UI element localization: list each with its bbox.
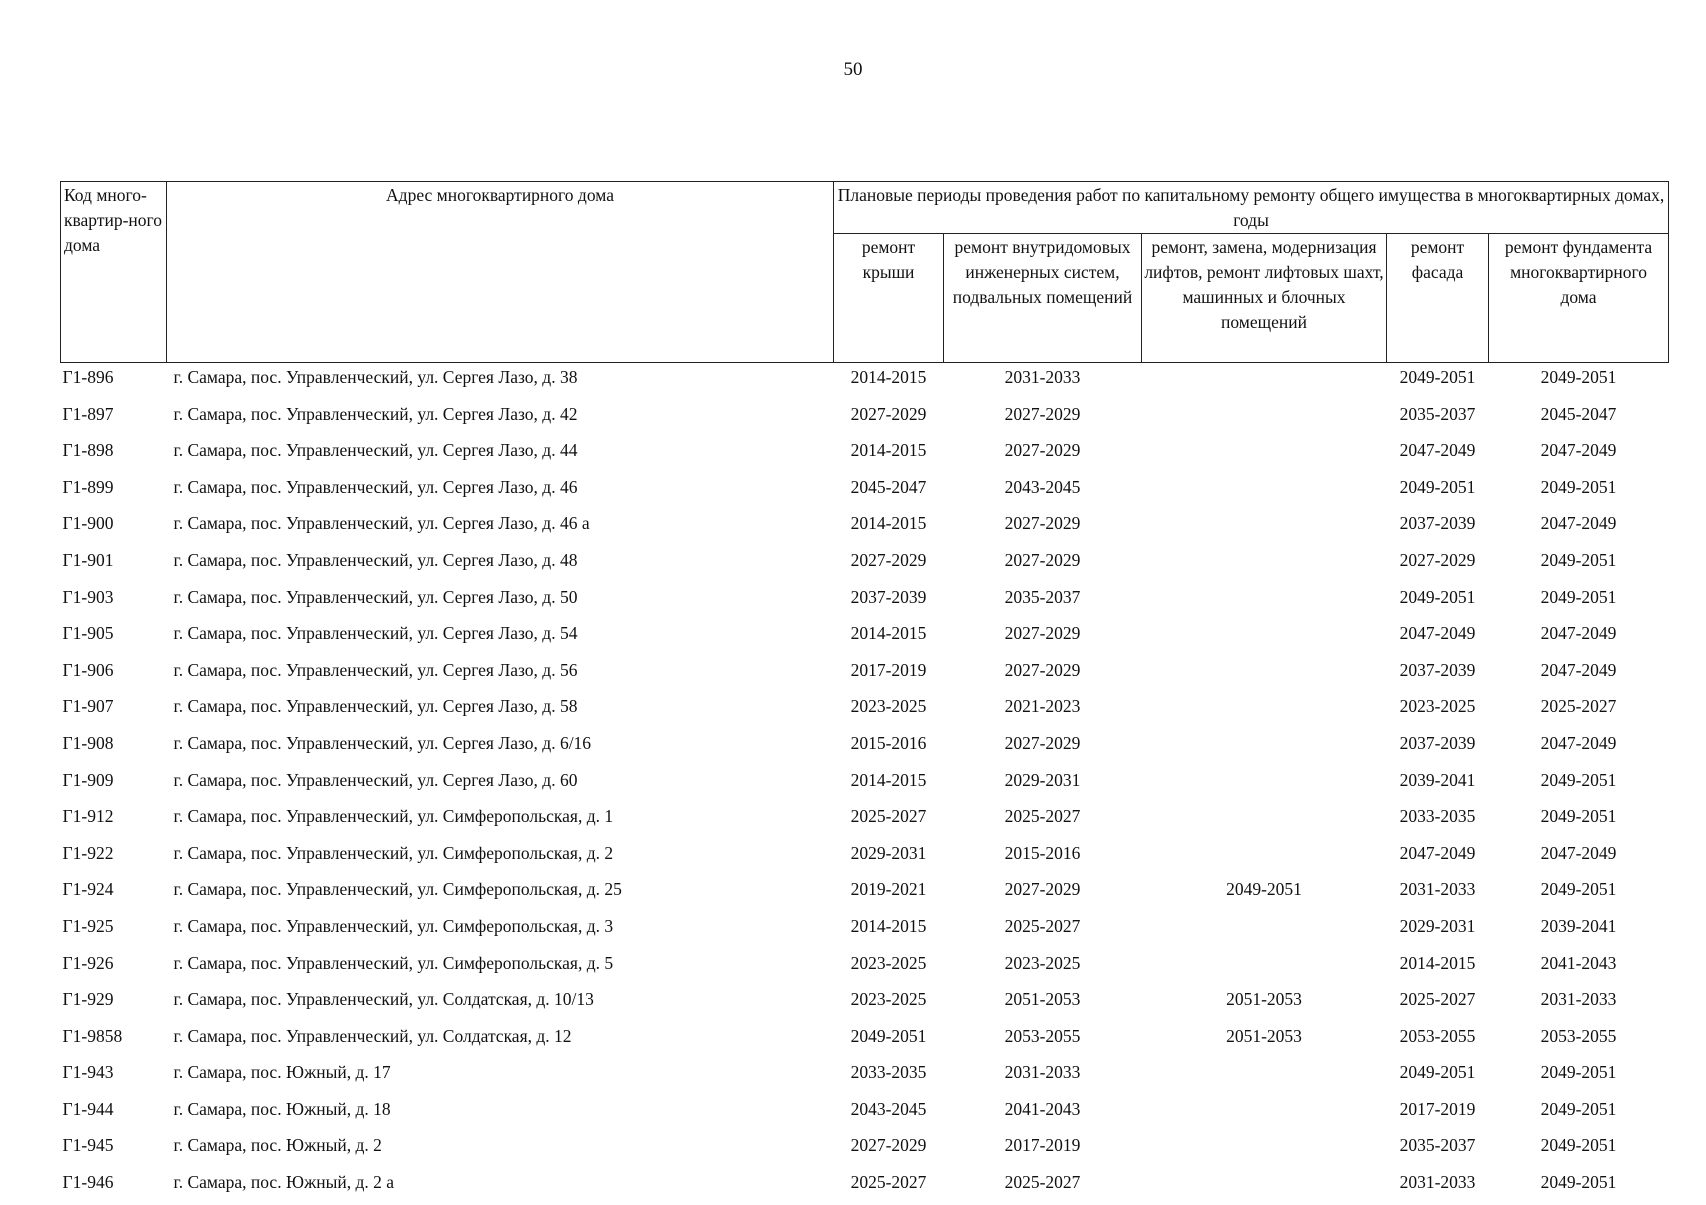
cell-foundation: 2049-2051: [1540, 586, 1617, 607]
table-row: [61, 656, 1669, 693]
cell-facade: 2017-2019: [1399, 1098, 1476, 1119]
table-row: [61, 473, 1669, 510]
table-row: [61, 1022, 1669, 1059]
cell-foundation: 2049-2051: [1540, 1062, 1617, 1083]
cell-elevators: [1142, 400, 1387, 437]
cell-roof: 2049-2051: [850, 1025, 927, 1046]
header-facade: ремонт фасада: [1387, 234, 1489, 363]
cell-address: г. Самара, пос. Управленческий, ул. Сергея Лазо, д. 44: [173, 440, 578, 461]
cell-engineering: 2051-2053: [1004, 989, 1081, 1010]
cell-address: г. Самара, пос. Южный, д. 18: [173, 1098, 391, 1119]
cell-elevators: [1142, 619, 1387, 656]
cell-address: г. Самара, пос. Южный, д. 17: [173, 1062, 391, 1083]
cell-address: г. Самара, пос. Управленческий, ул. Солдатская, д. 10/13: [173, 989, 594, 1010]
cell-code: Г1-900: [62, 513, 114, 534]
cell-engineering: 2043-2045: [1004, 476, 1081, 497]
table-row: [61, 509, 1669, 546]
cell-code: Г1-912: [62, 806, 114, 827]
header-roof: ремонт крыши: [834, 234, 944, 363]
cell-roof: 2043-2045: [850, 1098, 927, 1119]
cell-address: г. Самара, пос. Управленческий, ул. Сергея Лазо, д. 56: [173, 659, 578, 680]
cell-elevators: [1142, 912, 1387, 949]
cell-foundation: 2049-2051: [1540, 1135, 1617, 1156]
cell-code: Г1-929: [62, 989, 114, 1010]
cell-elevators: 2051-2053: [1226, 989, 1302, 1010]
cell-engineering: 2031-2033: [1004, 367, 1081, 387]
table-row: [61, 436, 1669, 473]
table-row: [61, 619, 1669, 656]
header-periods-group: Плановые периоды проведения работ по капитальному ремонту общего имущества в многоквартирных домах, годы: [834, 182, 1669, 234]
cell-address: г. Самара, пос. Управленческий, ул. Сергея Лазо, д. 54: [173, 623, 578, 644]
cell-elevators: [1142, 656, 1387, 693]
cell-engineering: 2027-2029: [1004, 513, 1081, 534]
cell-foundation: 2041-2043: [1540, 952, 1617, 973]
header-code: Код много-квартир-ного дома: [61, 182, 167, 363]
cell-code: Г1-943: [62, 1062, 114, 1083]
cell-address: г. Самара, пос. Управленческий, ул. Сергея Лазо, д. 58: [173, 696, 578, 717]
cell-code: Г1-905: [62, 623, 114, 644]
cell-roof: 2015-2016: [850, 732, 927, 753]
cell-engineering: 2025-2027: [1004, 915, 1081, 936]
cell-facade: 2049-2051: [1399, 367, 1476, 387]
cell-foundation: 2047-2049: [1540, 513, 1617, 534]
header-foundation: ремонт фундамента многоквартирного дома: [1489, 234, 1669, 363]
cell-code: Г1-903: [62, 586, 114, 607]
table-row: [61, 1058, 1669, 1095]
cell-elevators: [1142, 583, 1387, 620]
cell-engineering: 2021-2023: [1004, 696, 1081, 717]
table-row: [61, 583, 1669, 620]
cell-elevators: [1142, 1131, 1387, 1168]
cell-roof: 2027-2029: [850, 549, 927, 570]
cell-roof: 2025-2027: [850, 806, 927, 827]
cell-roof: 2017-2019: [850, 659, 927, 680]
header-engineering: ремонт внутридомовых инженерных систем, подвальных помещений: [944, 234, 1142, 363]
header-row-top: [61, 182, 1669, 234]
cell-code: Г1-901: [62, 549, 114, 570]
cell-foundation: 2047-2049: [1540, 659, 1617, 680]
table-row: [61, 802, 1669, 839]
cell-foundation: 2039-2041: [1540, 915, 1617, 936]
cell-foundation: 2031-2033: [1540, 989, 1617, 1010]
cell-roof: 2014-2015: [850, 367, 927, 387]
cell-address: г. Самара, пос. Управленческий, ул. Солдатская, д. 12: [173, 1025, 572, 1046]
cell-elevators: [1142, 692, 1387, 729]
cell-address: г. Самара, пос. Управленческий, ул. Симферопольская, д. 25: [173, 879, 622, 900]
cell-foundation: 2047-2049: [1540, 623, 1617, 644]
cell-roof: 2019-2021: [850, 879, 927, 900]
cell-foundation: 2053-2055: [1540, 1025, 1617, 1046]
cell-facade: 2025-2027: [1399, 989, 1476, 1010]
cell-foundation: 2047-2049: [1540, 842, 1617, 863]
table-row: [61, 1168, 1669, 1205]
table-row: [61, 692, 1669, 729]
cell-engineering: 2027-2029: [1004, 623, 1081, 644]
cell-facade: 2023-2025: [1399, 696, 1476, 717]
cell-facade: 2029-2031: [1399, 915, 1476, 936]
cell-code: Г1-945: [62, 1135, 114, 1156]
cell-facade: 2035-2037: [1399, 1135, 1476, 1156]
cell-code: Г1-9858: [62, 1025, 123, 1046]
table-row: [61, 875, 1669, 912]
cell-address: г. Самара, пос. Управленческий, ул. Сергея Лазо, д. 42: [173, 403, 578, 424]
cell-roof: 2025-2027: [850, 1172, 927, 1193]
cell-facade: 2049-2051: [1399, 476, 1476, 497]
cell-foundation: 2049-2051: [1540, 549, 1617, 570]
table-row: [61, 1131, 1669, 1168]
table-row: [61, 546, 1669, 583]
cell-engineering: 2053-2055: [1004, 1025, 1081, 1046]
cell-engineering: 2029-2031: [1004, 769, 1081, 790]
page-number: 50: [843, 59, 863, 80]
cell-elevators: 2051-2053: [1226, 1025, 1302, 1046]
cell-code: Г1-925: [62, 915, 114, 936]
cell-code: Г1-897: [62, 403, 114, 424]
cell-engineering: 2023-2025: [1004, 952, 1081, 973]
cell-roof: 2014-2015: [850, 915, 927, 936]
cell-elevators: [1142, 1168, 1387, 1205]
cell-engineering: 2041-2043: [1004, 1098, 1081, 1119]
cell-roof: 2027-2029: [850, 1135, 927, 1156]
cell-code: Г1-896: [62, 367, 114, 387]
cell-address: г. Самара, пос. Управленческий, ул. Сергея Лазо, д. 46 а: [173, 513, 590, 534]
cell-roof: 2023-2025: [850, 952, 927, 973]
cell-code: Г1-907: [62, 696, 114, 717]
cell-engineering: 2015-2016: [1004, 842, 1081, 863]
table-row: [61, 363, 1669, 400]
cell-foundation: 2049-2051: [1540, 367, 1617, 387]
cell-address: г. Самара, пос. Южный, д. 2: [173, 1135, 382, 1156]
cell-address: г. Самара, пос. Управленческий, ул. Сергея Лазо, д. 48: [173, 549, 578, 570]
cell-code: Г1-926: [62, 952, 114, 973]
table-row: [61, 839, 1669, 876]
cell-code: Г1-909: [62, 769, 114, 790]
cell-facade: 2031-2033: [1399, 879, 1476, 900]
cell-engineering: 2027-2029: [1004, 659, 1081, 680]
cell-engineering: 2027-2029: [1004, 440, 1081, 461]
cell-roof: 2029-2031: [850, 842, 927, 863]
cell-code: Г1-908: [62, 732, 114, 753]
cell-foundation: 2047-2049: [1540, 732, 1617, 753]
cell-elevators: [1142, 546, 1387, 583]
cell-facade: 2035-2037: [1399, 403, 1476, 424]
cell-elevators: [1142, 766, 1387, 803]
cell-foundation: 2049-2051: [1540, 1172, 1617, 1193]
cell-engineering: 2031-2033: [1004, 1062, 1081, 1083]
cell-facade: 2047-2049: [1399, 842, 1476, 863]
cell-engineering: 2027-2029: [1004, 549, 1081, 570]
cell-roof: 2014-2015: [850, 513, 927, 534]
cell-foundation: 2049-2051: [1540, 1098, 1617, 1119]
cell-facade: 2027-2029: [1399, 549, 1476, 570]
cell-facade: 2033-2035: [1399, 806, 1476, 827]
cell-facade: 2037-2039: [1399, 659, 1476, 680]
cell-address: г. Самара, пос. Управленческий, ул. Сергея Лазо, д. 6/16: [173, 732, 592, 753]
cell-address: г. Самара, пос. Управленческий, ул. Симферопольская, д. 2: [173, 842, 614, 863]
cell-address: г. Самара, пос. Управленческий, ул. Сергея Лазо, д. 46: [173, 476, 578, 497]
cell-foundation: 2045-2047: [1540, 403, 1617, 424]
cell-facade: 2047-2049: [1399, 623, 1476, 644]
cell-elevators: 2049-2051: [1226, 879, 1302, 900]
cell-roof: 2027-2029: [850, 403, 927, 424]
cell-address: г. Самара, пос. Управленческий, ул. Симферопольская, д. 1: [173, 806, 614, 827]
cell-roof: 2045-2047: [850, 476, 927, 497]
cell-elevators: [1142, 363, 1387, 400]
cell-code: Г1-944: [62, 1098, 114, 1119]
table-row: [61, 400, 1669, 437]
cell-code: Г1-946: [62, 1172, 114, 1193]
cell-elevators: [1142, 839, 1387, 876]
cell-elevators: [1142, 729, 1387, 766]
cell-engineering: 2027-2029: [1004, 879, 1081, 900]
cell-roof: 2014-2015: [850, 623, 927, 644]
cell-code: Г1-922: [62, 842, 114, 863]
cell-foundation: 2049-2051: [1540, 476, 1617, 497]
cell-facade: 2014-2015: [1399, 952, 1476, 973]
cell-roof: 2014-2015: [850, 440, 927, 461]
cell-address: г. Самара, пос. Управленческий, ул. Сергея Лазо, д. 38: [173, 367, 578, 387]
table-header: [61, 182, 1669, 363]
header-elevators: ремонт, замена, модернизация лифтов, ремонт лифтовых шахт, машинных и блочных помещений: [1142, 234, 1387, 363]
cell-roof: 2037-2039: [850, 586, 927, 607]
cell-elevators: [1142, 802, 1387, 839]
cell-code: Г1-899: [62, 476, 114, 497]
cell-address: г. Самара, пос. Управленческий, ул. Сергея Лазо, д. 50: [173, 586, 578, 607]
cell-code: Г1-924: [62, 879, 114, 900]
cell-facade: 2039-2041: [1399, 769, 1476, 790]
cell-address: г. Самара, пос. Управленческий, ул. Симферопольская, д. 3: [173, 915, 614, 936]
cell-engineering: 2027-2029: [1004, 732, 1081, 753]
cell-engineering: 2035-2037: [1004, 586, 1081, 607]
cell-elevators: [1142, 1095, 1387, 1132]
cell-foundation: 2047-2049: [1540, 440, 1617, 461]
cell-elevators: [1142, 1058, 1387, 1095]
table-row: [61, 912, 1669, 949]
cell-facade: 2031-2033: [1399, 1172, 1476, 1193]
table-row: [61, 766, 1669, 803]
cell-code: Г1-906: [62, 659, 114, 680]
cell-foundation: 2049-2051: [1540, 879, 1617, 900]
cell-facade: 2049-2051: [1399, 1062, 1476, 1083]
table-row: [61, 985, 1669, 1022]
cell-elevators: [1142, 509, 1387, 546]
cell-elevators: [1142, 473, 1387, 510]
cell-facade: 2049-2051: [1399, 586, 1476, 607]
cell-address: г. Самара, пос. Южный, д. 2 а: [173, 1172, 395, 1193]
header-address: Адрес многоквартирного дома: [167, 182, 834, 363]
cell-engineering: 2017-2019: [1004, 1135, 1081, 1156]
cell-address: г. Самара, пос. Управленческий, ул. Сергея Лазо, д. 60: [173, 769, 578, 790]
cell-roof: 2023-2025: [850, 696, 927, 717]
cell-roof: 2023-2025: [850, 989, 927, 1010]
cell-engineering: 2027-2029: [1004, 403, 1081, 424]
cell-facade: 2053-2055: [1399, 1025, 1476, 1046]
cell-elevators: [1142, 949, 1387, 986]
repair-schedule-table: [60, 181, 1669, 1205]
cell-code: Г1-898: [62, 440, 114, 461]
cell-roof: 2014-2015: [850, 769, 927, 790]
table-body: [61, 363, 1669, 1205]
cell-foundation: 2025-2027: [1540, 696, 1617, 717]
cell-elevators: [1142, 436, 1387, 473]
cell-foundation: 2049-2051: [1540, 769, 1617, 790]
cell-facade: 2047-2049: [1399, 440, 1476, 461]
table-row: [61, 1095, 1669, 1132]
cell-engineering: 2025-2027: [1004, 806, 1081, 827]
cell-address: г. Самара, пос. Управленческий, ул. Симферопольская, д. 5: [173, 952, 614, 973]
cell-roof: 2033-2035: [850, 1062, 927, 1083]
cell-facade: 2037-2039: [1399, 513, 1476, 534]
cell-foundation: 2049-2051: [1540, 806, 1617, 827]
cell-engineering: 2025-2027: [1004, 1172, 1081, 1193]
cell-facade: 2037-2039: [1399, 732, 1476, 753]
table-row: [61, 949, 1669, 986]
table-row: [61, 729, 1669, 766]
